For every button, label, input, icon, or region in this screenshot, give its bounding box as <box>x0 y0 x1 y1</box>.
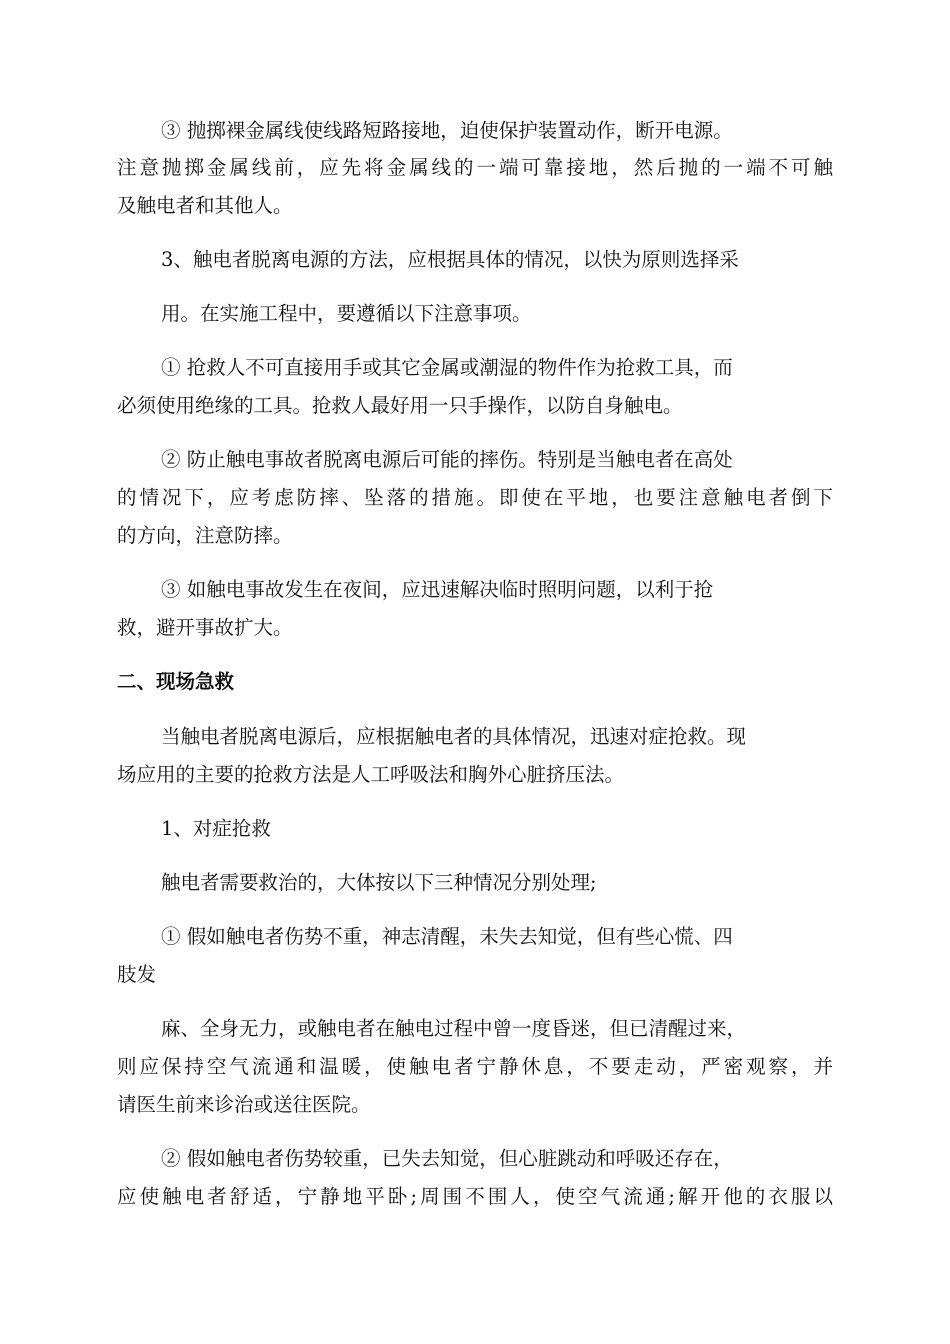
text-line: 及触电者和其他人。 <box>117 194 293 217</box>
text-line: ② 防止触电事故者脱离电源后可能的摔伤。特别是当触电者在高处 <box>161 448 733 471</box>
section-heading: 二、现场急救 <box>117 670 235 693</box>
text-line: 必须使用绝缘的工具。抢救人最好用一只手操作，以防自身触电。 <box>117 394 683 417</box>
text-line: 当触电者脱离电源后，应根据触电者的具体情况，迅速对症抢救。现 <box>161 725 747 748</box>
text-line: 的情况下，应考虑防摔、坠落的措施。即使在平地，也要注意触电者倒下 <box>117 486 833 509</box>
text-line: 救，避开事故扩大。 <box>117 616 293 639</box>
subheading: 1、对症抢救 <box>161 817 271 840</box>
text-line: 应使触电者舒适，宁静地平卧;周围不围人，使空气流通;解开他的衣服以 <box>117 1185 833 1208</box>
text-line: 用。在实施工程中，要遵循以下注意事项。 <box>161 302 532 325</box>
text-line: 注意抛掷金属线前，应先将金属线的一端可靠接地，然后抛的一端不可触 <box>117 156 833 179</box>
text-line: 肢发 <box>117 963 157 986</box>
text-line: 麻、全身无力，或触电者在触电过程中曾一度昏迷，但已清醒过来， <box>161 1017 747 1040</box>
text-line: ③ 抛掷裸金属线使线路短路接地，迫使保护装置动作，断开电源。 <box>161 119 733 142</box>
text-line: ② 假如触电者伤势较重，已失去知觉，但心脏跳动和呼吸还存在， <box>161 1147 733 1170</box>
text-line: 触电者需要救治的，大体按以下三种情况分别处理; <box>161 871 597 894</box>
text-line: ① 抢救人不可直接用手或其它金属或潮湿的物件作为抢救工具，而 <box>161 356 733 379</box>
text-line: 则应保持空气流通和温暖，使触电者宁静休息，不要走动，严密观察，并 <box>117 1055 833 1078</box>
text-line: ① 假如触电者伤势不重，神志清醒，未失去知觉，但有些心慌、四 <box>161 925 733 948</box>
text-line: 请医生前来诊治或送往医院。 <box>117 1093 371 1116</box>
text-line: 场应用的主要的抢救方法是人工呼吸法和胸外心脏挤压法。 <box>117 763 625 786</box>
text-line: ③ 如触电事故发生在夜间，应迅速解决临时照明问题，以利于抢 <box>161 578 714 601</box>
text-line: 的方向，注意防摔。 <box>117 524 293 547</box>
text-line: 3、触电者脱离电源的方法，应根据具体的情况，以快为原则选择采 <box>161 248 739 271</box>
